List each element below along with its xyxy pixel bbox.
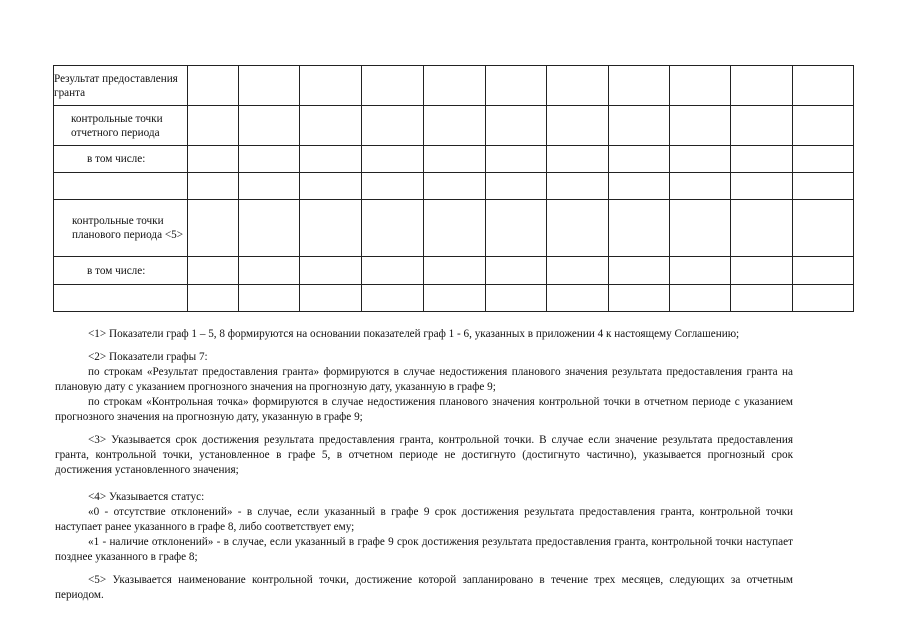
table-cell <box>609 146 670 173</box>
table-cell <box>362 146 424 173</box>
table-cell <box>300 285 362 312</box>
table-cell <box>424 66 486 106</box>
table-cell <box>300 173 362 200</box>
table-row <box>54 285 854 312</box>
table-cell <box>731 106 793 146</box>
footnote-4-heading: <4> Указывается статус: <box>88 491 205 503</box>
table-cell <box>793 257 854 285</box>
table-cell <box>424 146 486 173</box>
table-cell <box>670 257 731 285</box>
row-label: в том числе: <box>54 257 188 285</box>
table-row <box>54 200 854 257</box>
table-cell <box>362 257 424 285</box>
table-cell <box>362 66 424 106</box>
table-cell <box>547 200 609 257</box>
table-cell <box>670 146 731 173</box>
table-cell <box>486 257 547 285</box>
table-cell <box>670 66 731 106</box>
table-cell <box>547 257 609 285</box>
table-cell <box>424 257 486 285</box>
table-cell <box>239 285 300 312</box>
table-cell <box>731 146 793 173</box>
table-cell <box>731 66 793 106</box>
footnote-4-status-1: «1 - наличие отклонений» - в случае, если указанный в графе 9 срок достижения результата предоставления гранта, контрольной точки наступает позднее указанного в графе 8; <box>55 536 793 563</box>
table-cell <box>547 106 609 146</box>
table-cell <box>424 106 486 146</box>
table-row <box>54 66 854 106</box>
table-cell <box>793 146 854 173</box>
table-cell <box>486 285 547 312</box>
table-cell <box>731 200 793 257</box>
table-cell <box>609 106 670 146</box>
table-cell <box>362 106 424 146</box>
table-cell <box>239 146 300 173</box>
table-cell <box>547 146 609 173</box>
table-cell <box>670 106 731 146</box>
table-cell <box>731 285 793 312</box>
table-row <box>54 106 854 146</box>
table-cell <box>670 285 731 312</box>
table-cell <box>486 66 547 106</box>
table-cell <box>188 257 239 285</box>
table-row <box>54 173 854 200</box>
row-label <box>54 173 188 200</box>
footnote-5: <5> Указывается наименование контрольной точки, достижение которой запланировано в течение трех месяцев, следующих за отчетным периодом. <box>55 574 793 601</box>
footnotes <box>55 327 793 603</box>
table-cell <box>188 146 239 173</box>
table-cell <box>486 106 547 146</box>
table-cell <box>609 173 670 200</box>
row-label: контрольные точки отчетного периода <box>54 106 188 146</box>
table-cell <box>486 200 547 257</box>
table-cell <box>547 285 609 312</box>
table-cell <box>188 200 239 257</box>
table-cell <box>731 173 793 200</box>
row-label: Результат предоставления гранта <box>54 66 188 106</box>
table-cell <box>362 285 424 312</box>
table-cell <box>239 173 300 200</box>
table-cell <box>188 66 239 106</box>
table-cell <box>670 173 731 200</box>
table-cell <box>609 257 670 285</box>
table-cell <box>188 285 239 312</box>
table-cell <box>239 200 300 257</box>
table-cell <box>609 285 670 312</box>
table-cell <box>609 66 670 106</box>
table-cell <box>486 146 547 173</box>
footnote-4-status-0: «0 - отсутствие отклонений» - в случае, если указанный в графе 9 срок достижения результата предоставления гранта, контрольной точки наступает ранее указанного в графе 8, либо соответствует ему; <box>55 506 793 533</box>
row-label: в том числе: <box>54 146 188 173</box>
table-cell <box>362 200 424 257</box>
table-cell <box>300 106 362 146</box>
table-cell <box>188 173 239 200</box>
table-cell <box>547 66 609 106</box>
table-cell <box>547 173 609 200</box>
footnote-2-checkpoint-rows: по строкам «Контрольная точка» формируются в случае недостижения планового значения контрольной точки в отчетном периоде с указанием прогнозного значения на прогнозную дату, указанную в графе 9; <box>55 396 793 423</box>
table-cell <box>300 257 362 285</box>
table-cell <box>188 106 239 146</box>
table-row <box>54 257 854 285</box>
table-cell <box>300 66 362 106</box>
table-cell <box>486 173 547 200</box>
table-cell <box>424 285 486 312</box>
table-cell <box>793 66 854 106</box>
table-row <box>54 146 854 173</box>
footnote-2-result-rows: по строкам «Результат предоставления гранта» формируются в случае недостижения планового значения результата предоставления гранта на плановую дату с указанием прогнозного значения на прогнозную дату, указанную в графе 9; <box>55 366 793 393</box>
table-cell <box>239 257 300 285</box>
table-cell <box>793 285 854 312</box>
footnote-3: <3> Указывается срок достижения результата предоставления гранта, контрольной точки. В случае если значение результата предоставления гранта, контрольной точки, установленное в графе 5, в отчетном периоде не достигнуто (достигнуто частично), указывается прогнозный срок достижения установленного значения; <box>55 434 793 476</box>
table-cell <box>239 106 300 146</box>
table-cell <box>731 257 793 285</box>
table-cell <box>300 200 362 257</box>
row-label: контрольные точки планового периода <5> <box>54 200 188 257</box>
table-cell <box>424 173 486 200</box>
table-cell <box>239 66 300 106</box>
table-cell <box>362 173 424 200</box>
row-label <box>54 285 188 312</box>
table-cell <box>793 200 854 257</box>
footnote-1: <1> Показатели граф 1 – 5, 8 формируются на основании показателей граф 1 - 6, указанных в приложении 4 к настоящему Соглашению; <box>88 328 740 340</box>
table-cell <box>609 200 670 257</box>
table-cell <box>300 146 362 173</box>
table-cell <box>793 106 854 146</box>
table-cell <box>670 200 731 257</box>
table-cell <box>793 173 854 200</box>
table-cell <box>424 200 486 257</box>
results-table <box>53 65 854 312</box>
footnote-2-heading: <2> Показатели графы 7: <box>88 351 208 363</box>
